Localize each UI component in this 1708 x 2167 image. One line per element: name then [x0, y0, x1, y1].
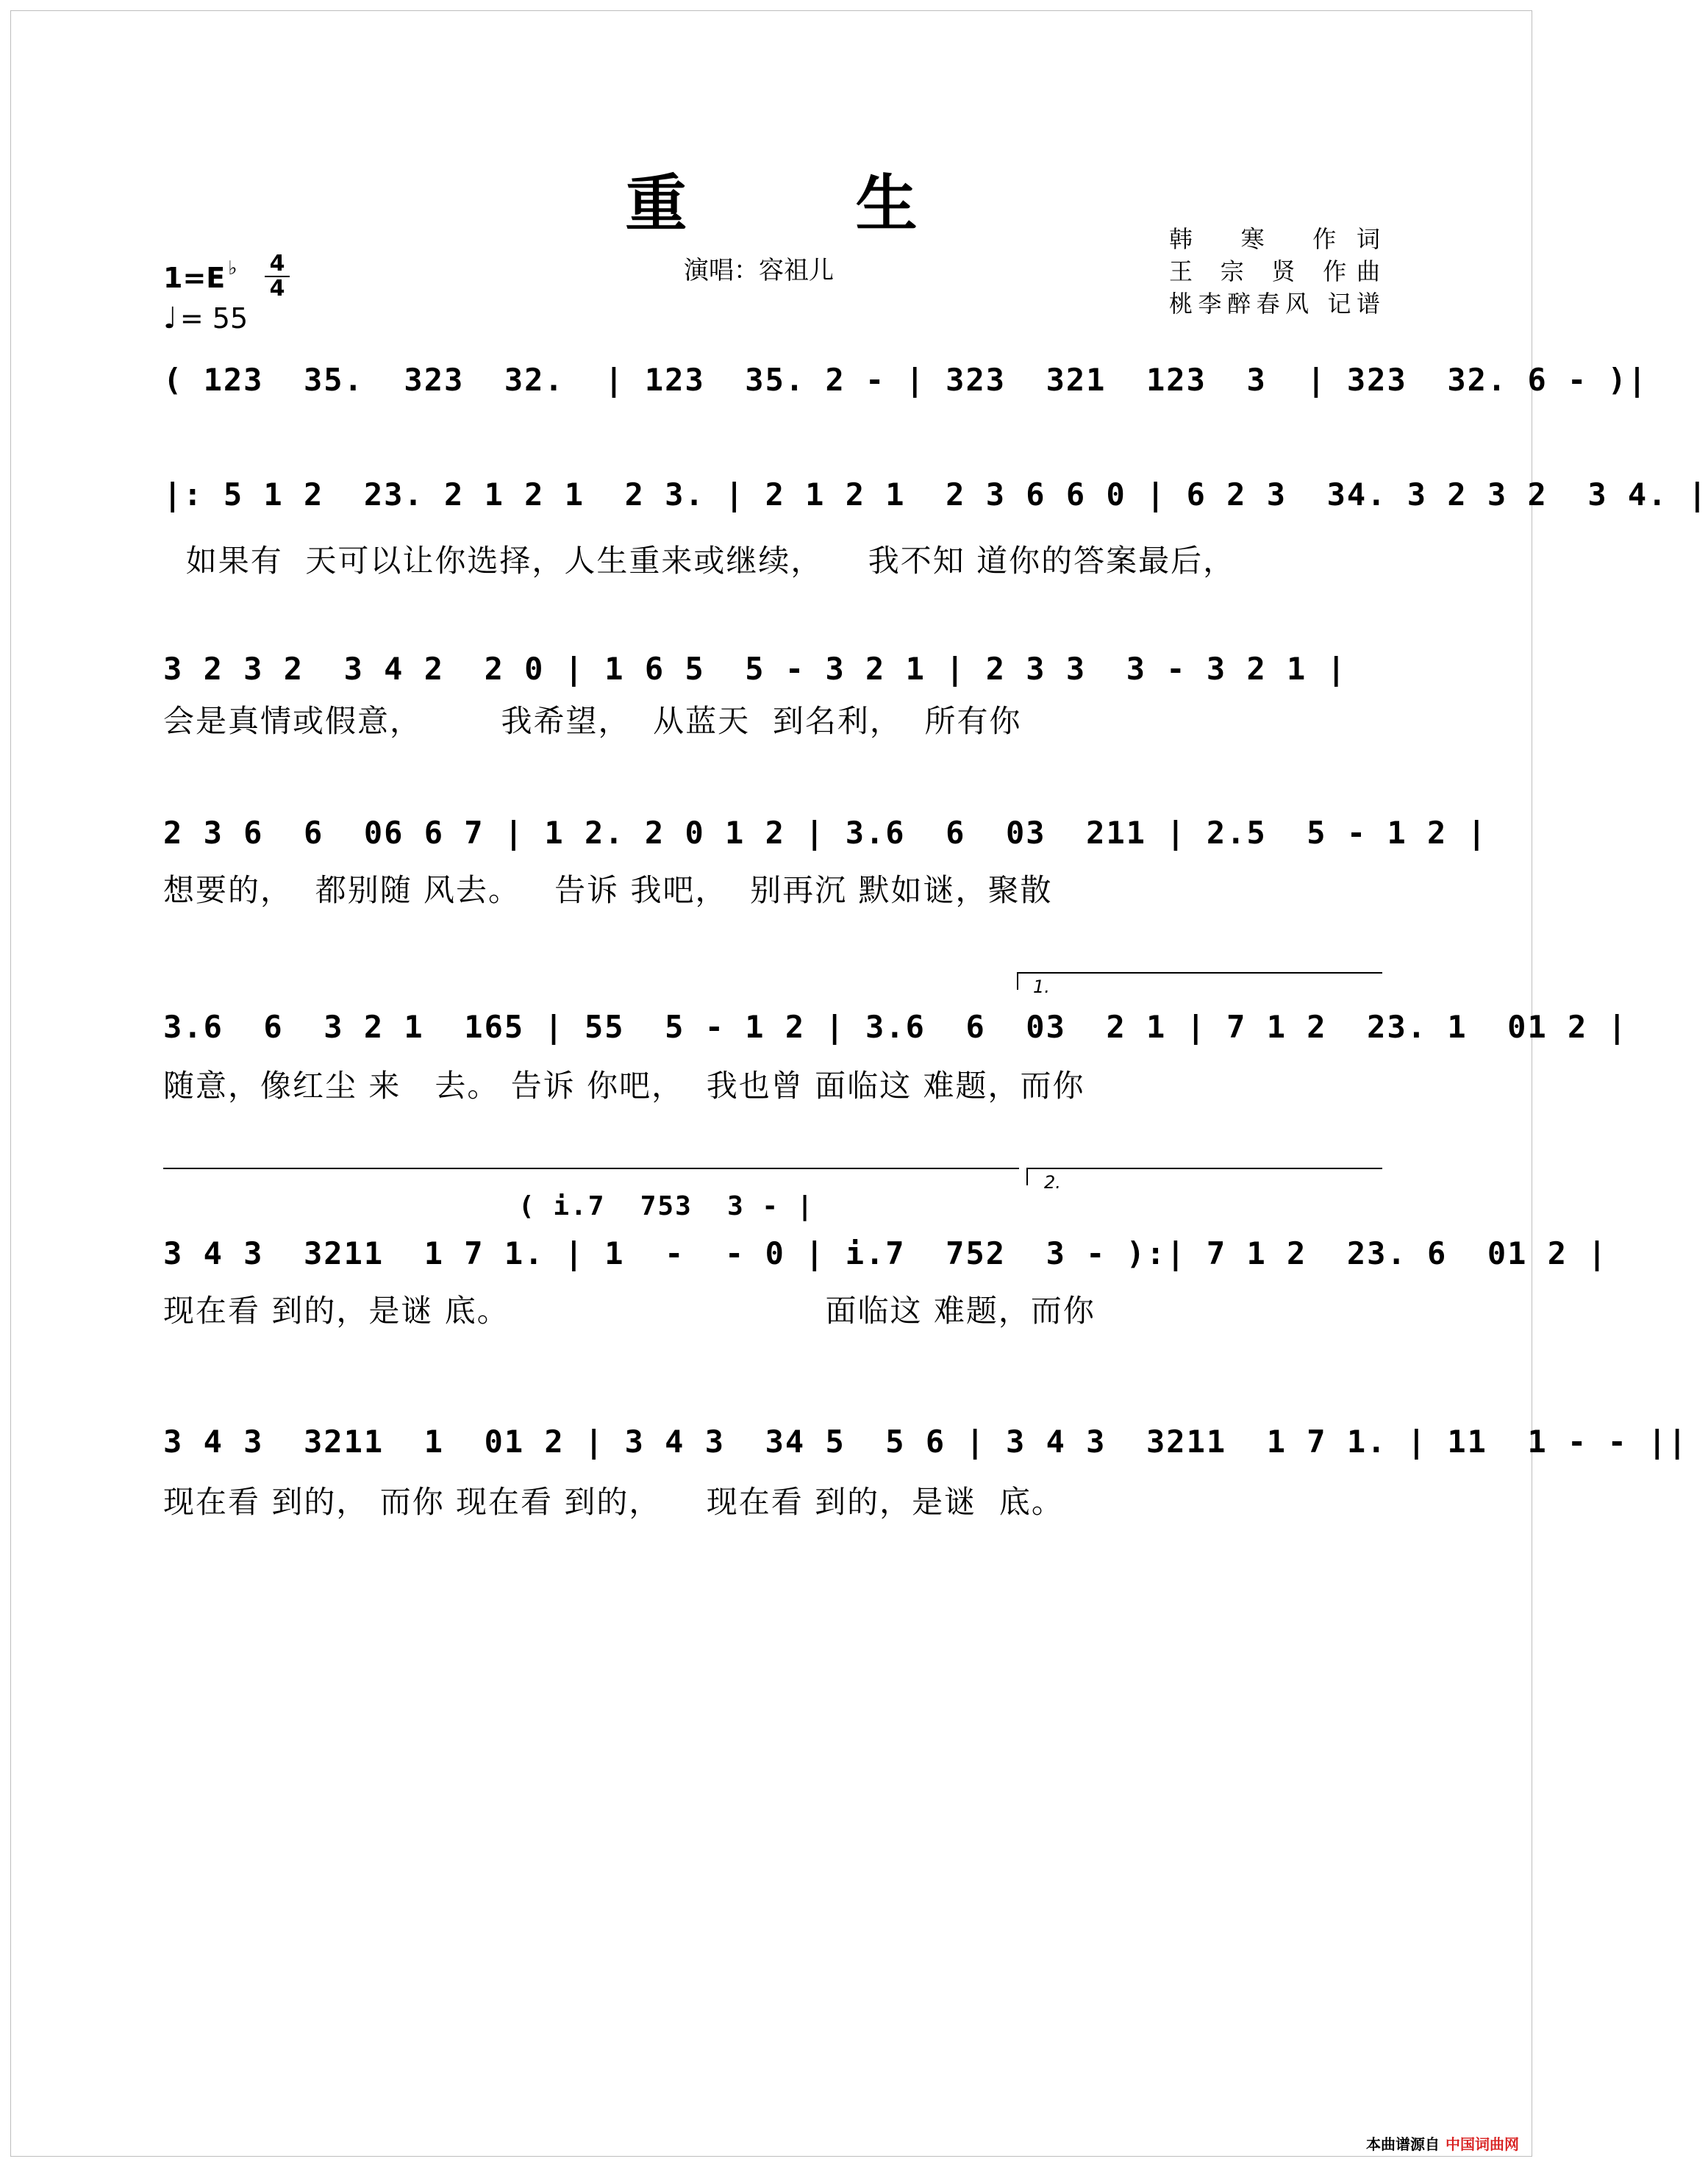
quarter-note-icon: ♩ — [163, 301, 177, 335]
interlude-notation: ( i.7 753 3 - | — [518, 1191, 815, 1221]
singer-credit: 演唱：容祖儿 — [684, 256, 834, 285]
key-signature — [163, 257, 237, 294]
transcriber-credit: 桃李醉春风 记谱 — [1169, 290, 1382, 318]
notation-line-1: ( 123 35. 323 32. | 123 35. 2 - | 323 321 123 3 | 323 32. 6 - )| — [163, 362, 1648, 398]
volta-2-bracket — [1026, 1168, 1382, 1169]
time-signature-top: 4 — [269, 251, 285, 276]
volta-1-hook — [1017, 972, 1018, 990]
lyricist-credit: 韩 寒 作词 — [1169, 225, 1382, 253]
lyric-line-5: 随意，像红尘 来 去。 告诉 你吧， 我也曾 面临这 难题，而你 — [163, 1068, 1085, 1104]
volta-2-label: 2. — [1044, 1172, 1061, 1193]
footer-brand-link[interactable]: 中国词曲网 — [1446, 2135, 1519, 2153]
lyric-line-3: 会是真情或假意， 我希望， 从蓝天 到名利， 所有你 — [163, 703, 1022, 739]
composer-credits — [1169, 223, 1382, 320]
page-title: 重 生 — [625, 167, 991, 240]
notation-line-7: 3 4 3 3211 1 01 2 | 3 4 3 34 5 5 6 | 3 4 3 3211 1 7 1. | 11 1 - - || — [163, 1424, 1688, 1460]
notation-line-6: 3 4 3 3211 1 7 1. | 1 - - 0 | i.7 752 3 - ):| 7 1 2 23. 6 01 2 | — [163, 1235, 1608, 1271]
lyric-line-7: 现在看 到的， 而你 现在看 到的， 现在看 到的，是谜 底。 — [163, 1484, 1064, 1520]
notation-line-3: 3 2 3 2 3 4 2 2 0 | 1 6 5 5 - 3 2 1 | 2 3 3 3 - 3 2 1 | — [163, 651, 1347, 687]
tempo-marking — [163, 301, 248, 335]
notation-line-5: 3.6 6 3 2 1 165 | 55 5 - 1 2 | 3.6 6 03 2 1 | 7 1 2 23. 1 01 2 | — [163, 1009, 1628, 1045]
flat-sign: ♭ — [228, 257, 237, 279]
volta-2-hook — [1026, 1168, 1028, 1185]
lyric-line-6: 现在看 到的，是谜 底。 面临这 难题，而你 — [163, 1293, 1096, 1329]
lyric-line-4: 想要的， 都别随 风去。 告诉 我吧， 别再沉 默如谜，聚散 — [163, 872, 1053, 908]
volta-1-label: 1. — [1033, 977, 1050, 997]
lyric-line-2: 如果有 天可以让你选择，人生重来或继续， 我不知 道你的答案最后， — [163, 543, 1236, 579]
composer-credit: 王 宗 贤 作曲 — [1169, 257, 1382, 285]
volta-1-bracket — [1017, 972, 1382, 974]
notation-line-4: 2 3 6 6 06 6 7 | 1 2. 2 0 1 2 | 3.6 6 03 211 | 2.5 5 - 1 2 | — [163, 815, 1487, 851]
time-signature — [265, 253, 290, 300]
footer-source: 本曲谱源自 — [1366, 2135, 1440, 2153]
notation-line-2: |: 5 1 2 23. 2 1 2 1 2 3. | 2 1 2 1 2 3 6 6 0 | 6 2 3 34. 3 2 3 2 3 4. | — [163, 476, 1708, 513]
tempo-value: = 55 — [179, 302, 249, 335]
volta-1-continuation — [163, 1168, 1019, 1169]
time-signature-bottom: 4 — [269, 276, 285, 301]
key-label: 1=E — [163, 262, 226, 294]
